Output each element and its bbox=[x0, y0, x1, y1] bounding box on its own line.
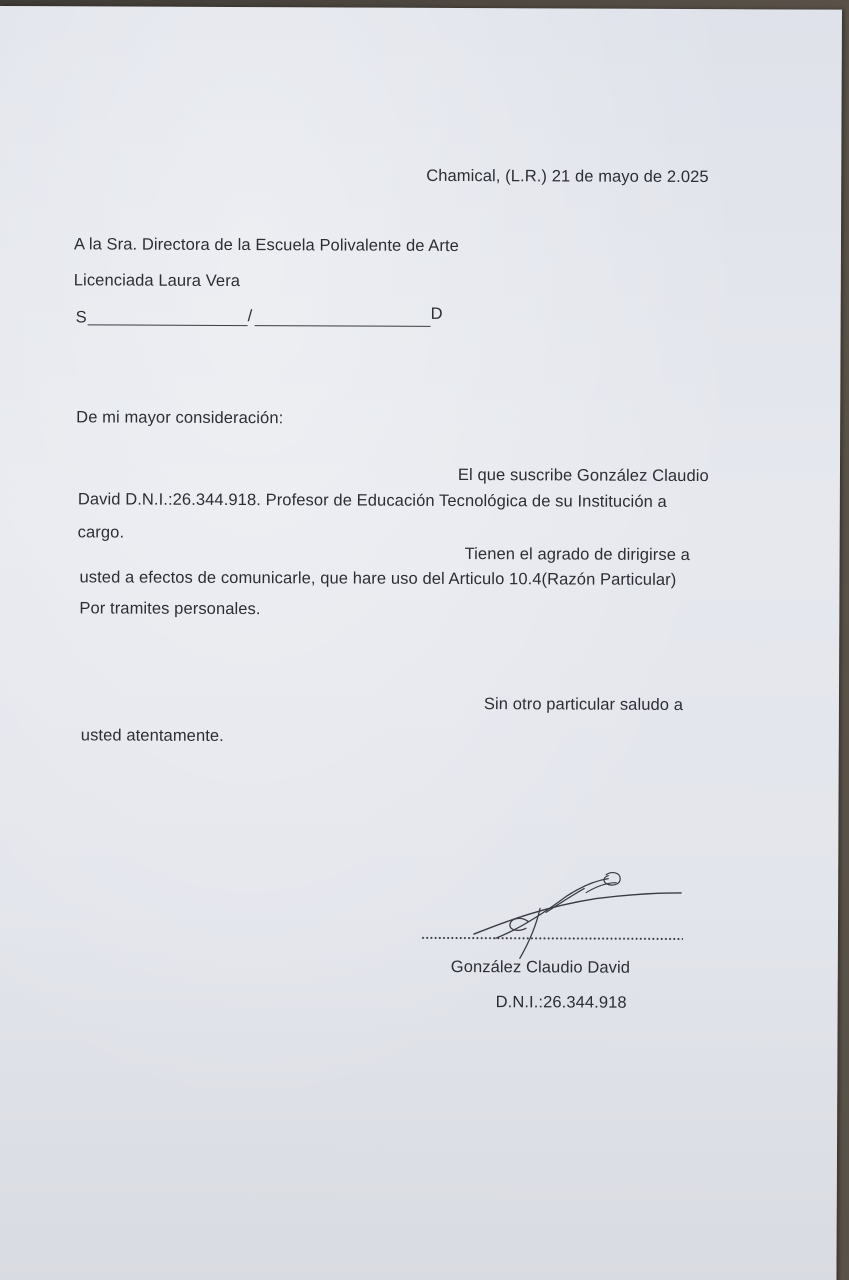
recipient-line-1: A la Sra. Directora de la Escuela Polivalente de Arte bbox=[73, 235, 460, 256]
sd-s: S bbox=[75, 308, 87, 327]
signer-name: González Claudio David bbox=[450, 957, 631, 977]
sd-slash: / bbox=[247, 307, 253, 326]
paragraph-1-line-1: El que suscribe González Claudio bbox=[457, 466, 709, 486]
closing-line-1: Sin otro particular saludo a bbox=[483, 695, 684, 714]
sd-blank-1 bbox=[88, 324, 248, 326]
place-date: Chamical, (L.R.) 21 de mayo de 2.025 bbox=[426, 166, 709, 187]
paragraph-2-line-1: Tienen el agrado de dirigirse a bbox=[464, 545, 691, 565]
salutation: De mi mayor consideración: bbox=[76, 408, 284, 428]
recipient-line-2: Licenciada Laura Vera bbox=[73, 271, 241, 291]
sd-d: D bbox=[430, 304, 443, 323]
paragraph-1-line-3: cargo. bbox=[77, 523, 125, 542]
letter-page bbox=[0, 6, 842, 1280]
closing-line-2: usted atentamente. bbox=[80, 726, 224, 745]
paragraph-1-line-2: David D.N.I.:26.344.918. Profesor de Educación Tecnológica de su Institución a bbox=[77, 490, 667, 511]
paragraph-2-line-3: Por tramites personales. bbox=[79, 599, 261, 619]
handwritten-signature bbox=[466, 866, 696, 967]
sd-blank-2 bbox=[255, 325, 431, 327]
signer-dni: D.N.I.:26.344.918 bbox=[495, 993, 627, 1012]
paragraph-2-line-2: usted a efectos de comunicarle, que hare uso del Articulo 10.4(Razón Particular) bbox=[79, 568, 677, 589]
